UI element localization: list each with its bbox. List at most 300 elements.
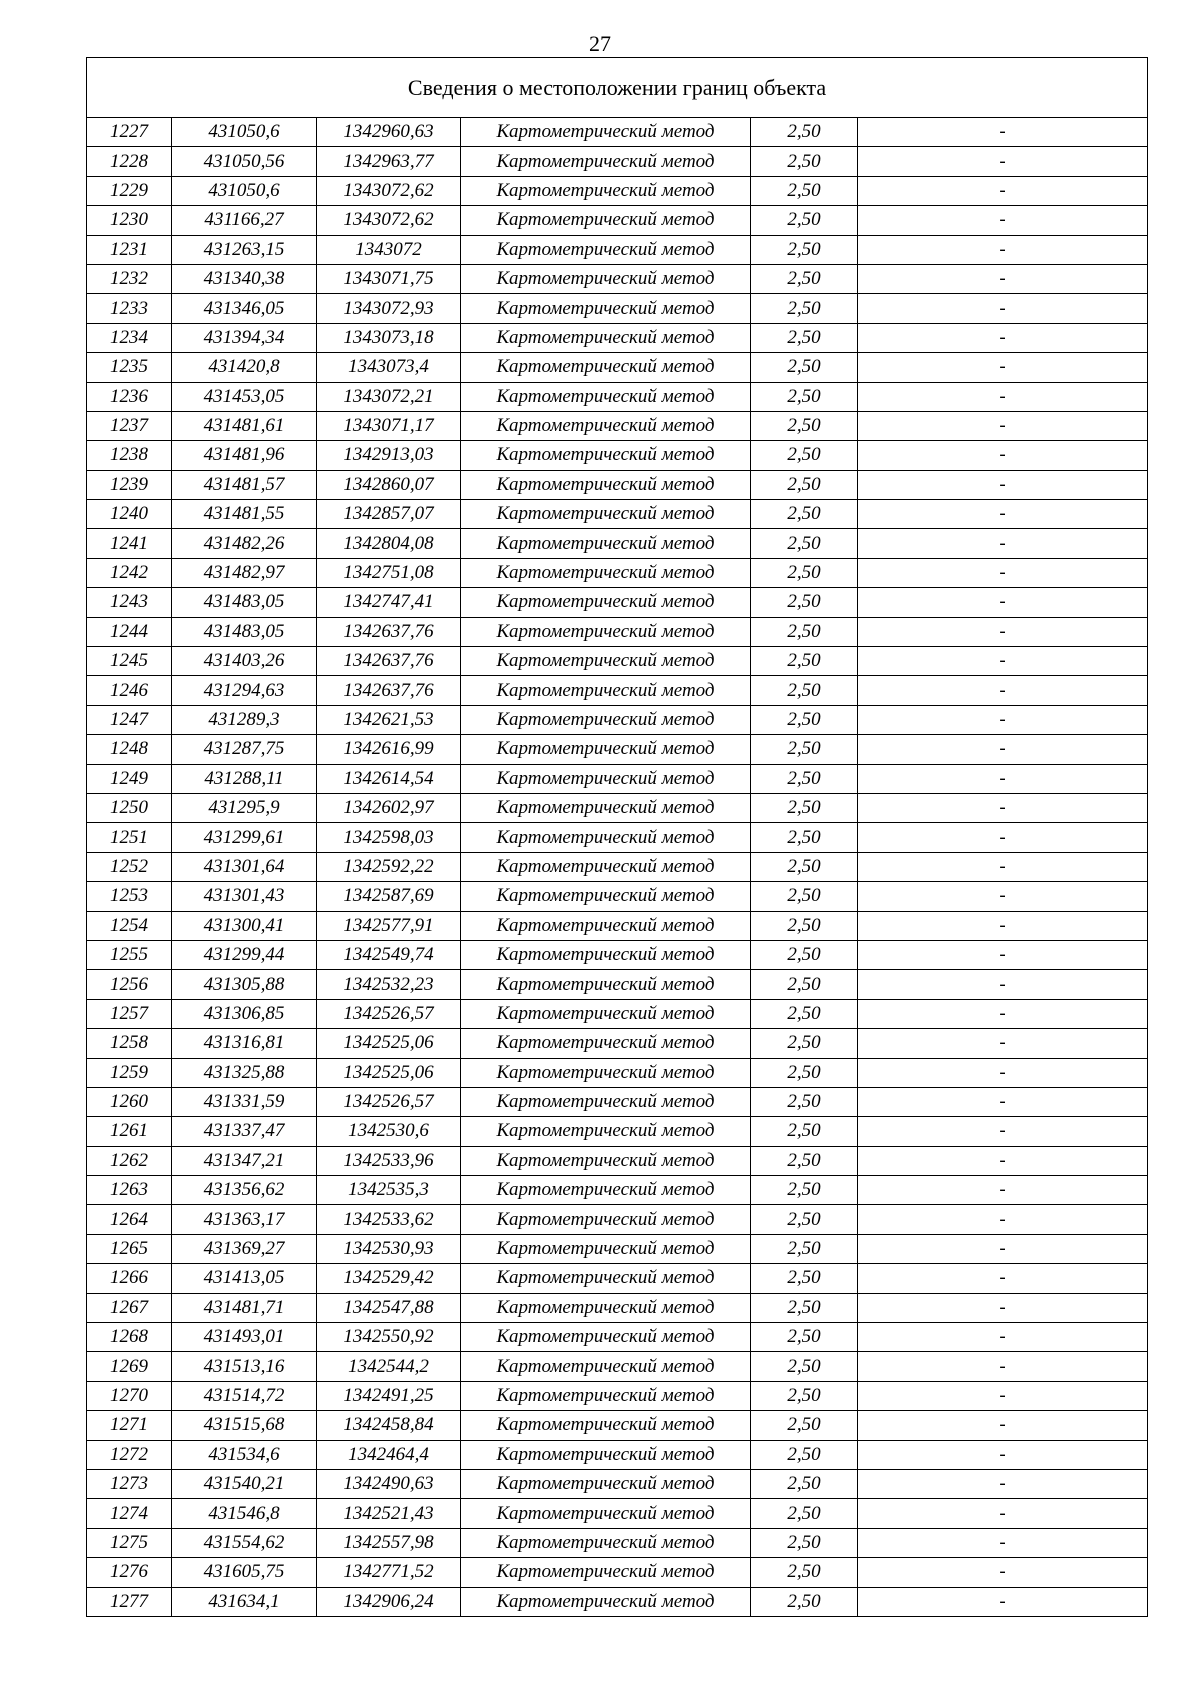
x-coordinate-cell: 431483,05: [172, 588, 317, 617]
description-cell: -: [858, 1176, 1148, 1205]
description-cell: -: [858, 1440, 1148, 1469]
point-number-cell: 1244: [87, 617, 172, 646]
y-coordinate-cell: 1342533,62: [317, 1205, 461, 1234]
method-cell: Картометрический метод: [461, 1411, 751, 1440]
x-coordinate-cell: 431288,11: [172, 764, 317, 793]
method-cell: Картометрический метод: [461, 500, 751, 529]
method-cell: Картометрический метод: [461, 1469, 751, 1498]
point-number-cell: 1235: [87, 353, 172, 382]
x-coordinate-cell: 431050,6: [172, 118, 317, 147]
accuracy-cell: 2,50: [751, 882, 858, 911]
x-coordinate-cell: 431050,56: [172, 147, 317, 176]
table-row: [87, 793, 1148, 822]
x-coordinate-cell: 431050,6: [172, 176, 317, 205]
y-coordinate-cell: 1342544,2: [317, 1352, 461, 1381]
accuracy-cell: 2,50: [751, 1176, 858, 1205]
accuracy-cell: 2,50: [751, 1264, 858, 1293]
point-number-cell: 1256: [87, 970, 172, 999]
point-number-cell: 1229: [87, 176, 172, 205]
y-coordinate-cell: 1342525,06: [317, 1029, 461, 1058]
accuracy-cell: 2,50: [751, 441, 858, 470]
accuracy-cell: 2,50: [751, 1411, 858, 1440]
x-coordinate-cell: 431493,01: [172, 1323, 317, 1352]
y-coordinate-cell: 1343072,21: [317, 382, 461, 411]
accuracy-cell: 2,50: [751, 1469, 858, 1498]
point-number-cell: 1263: [87, 1176, 172, 1205]
description-cell: -: [858, 500, 1148, 529]
point-number-cell: 1266: [87, 1264, 172, 1293]
point-number-cell: 1254: [87, 911, 172, 940]
accuracy-cell: 2,50: [751, 1558, 858, 1587]
table-row: [87, 558, 1148, 587]
point-number-cell: 1238: [87, 441, 172, 470]
y-coordinate-cell: 1342771,52: [317, 1558, 461, 1587]
description-cell: -: [858, 118, 1148, 147]
method-cell: Картометрический метод: [461, 1528, 751, 1557]
y-coordinate-cell: 1342521,43: [317, 1499, 461, 1528]
accuracy-cell: 2,50: [751, 1029, 858, 1058]
table-row: [87, 500, 1148, 529]
x-coordinate-cell: 431369,27: [172, 1234, 317, 1263]
y-coordinate-cell: 1342860,07: [317, 470, 461, 499]
x-coordinate-cell: 431453,05: [172, 382, 317, 411]
y-coordinate-cell: 1342491,25: [317, 1381, 461, 1410]
method-cell: Картометрический метод: [461, 911, 751, 940]
table-row: [87, 1528, 1148, 1557]
accuracy-cell: 2,50: [751, 264, 858, 293]
x-coordinate-cell: 431299,44: [172, 940, 317, 969]
point-number-cell: 1273: [87, 1469, 172, 1498]
method-cell: Картометрический метод: [461, 617, 751, 646]
method-cell: Картометрический метод: [461, 823, 751, 852]
table-body: [87, 118, 1148, 1617]
description-cell: -: [858, 176, 1148, 205]
x-coordinate-cell: 431481,55: [172, 500, 317, 529]
method-cell: Картометрический метод: [461, 1293, 751, 1322]
method-cell: Картометрический метод: [461, 999, 751, 1028]
table-row: [87, 411, 1148, 440]
description-cell: -: [858, 1029, 1148, 1058]
description-cell: -: [858, 558, 1148, 587]
accuracy-cell: 2,50: [751, 647, 858, 676]
x-coordinate-cell: 431413,05: [172, 1264, 317, 1293]
method-cell: Картометрический метод: [461, 882, 751, 911]
table-row: [87, 676, 1148, 705]
table-row: [87, 1352, 1148, 1381]
description-cell: -: [858, 1146, 1148, 1175]
table-row: [87, 470, 1148, 499]
y-coordinate-cell: 1342621,53: [317, 705, 461, 734]
table-row: [87, 911, 1148, 940]
table-row: [87, 705, 1148, 734]
method-cell: Картометрический метод: [461, 676, 751, 705]
x-coordinate-cell: 431513,16: [172, 1352, 317, 1381]
table-row: [87, 235, 1148, 264]
description-cell: -: [858, 1264, 1148, 1293]
table-row: [87, 588, 1148, 617]
table-row: [87, 1029, 1148, 1058]
point-number-cell: 1227: [87, 118, 172, 147]
y-coordinate-cell: 1342549,74: [317, 940, 461, 969]
method-cell: Картометрический метод: [461, 970, 751, 999]
page-number: 27: [589, 31, 611, 56]
x-coordinate-cell: 431305,88: [172, 970, 317, 999]
point-number-cell: 1258: [87, 1029, 172, 1058]
accuracy-cell: 2,50: [751, 235, 858, 264]
x-coordinate-cell: 431403,26: [172, 647, 317, 676]
y-coordinate-cell: 1343072: [317, 235, 461, 264]
accuracy-cell: 2,50: [751, 1058, 858, 1087]
y-coordinate-cell: 1342587,69: [317, 882, 461, 911]
method-cell: Картометрический метод: [461, 1323, 751, 1352]
method-cell: Картометрический метод: [461, 1058, 751, 1087]
accuracy-cell: 2,50: [751, 176, 858, 205]
x-coordinate-cell: 431356,62: [172, 1176, 317, 1205]
table-row: [87, 647, 1148, 676]
description-cell: -: [858, 852, 1148, 881]
y-coordinate-cell: 1343073,4: [317, 353, 461, 382]
description-cell: -: [858, 1587, 1148, 1616]
description-cell: -: [858, 1381, 1148, 1410]
point-number-cell: 1275: [87, 1528, 172, 1557]
method-cell: Картометрический метод: [461, 206, 751, 235]
method-cell: Картометрический метод: [461, 940, 751, 969]
table-row: [87, 1323, 1148, 1352]
method-cell: Картометрический метод: [461, 1205, 751, 1234]
method-cell: Картометрический метод: [461, 1029, 751, 1058]
table-row: [87, 1440, 1148, 1469]
description-cell: -: [858, 823, 1148, 852]
table-row: [87, 294, 1148, 323]
table-row: [87, 382, 1148, 411]
x-coordinate-cell: 431300,41: [172, 911, 317, 940]
x-coordinate-cell: 431325,88: [172, 1058, 317, 1087]
table-row: [87, 264, 1148, 293]
point-number-cell: 1271: [87, 1411, 172, 1440]
x-coordinate-cell: 431346,05: [172, 294, 317, 323]
accuracy-cell: 2,50: [751, 411, 858, 440]
point-number-cell: 1252: [87, 852, 172, 881]
method-cell: Картометрический метод: [461, 1117, 751, 1146]
x-coordinate-cell: 431331,59: [172, 1087, 317, 1116]
x-coordinate-cell: 431554,62: [172, 1528, 317, 1557]
description-cell: -: [858, 676, 1148, 705]
method-cell: Картометрический метод: [461, 1146, 751, 1175]
accuracy-cell: 2,50: [751, 764, 858, 793]
table-row: [87, 1087, 1148, 1116]
point-number-cell: 1239: [87, 470, 172, 499]
table-row: [87, 118, 1148, 147]
x-coordinate-cell: 431289,3: [172, 705, 317, 734]
point-number-cell: 1276: [87, 1558, 172, 1587]
description-cell: -: [858, 235, 1148, 264]
table-row: [87, 1558, 1148, 1587]
table-row: [87, 882, 1148, 911]
y-coordinate-cell: 1342532,23: [317, 970, 461, 999]
table-header-row: [87, 58, 1148, 118]
table-title: Сведения о местоположении границ объекта: [87, 58, 1148, 118]
y-coordinate-cell: 1342747,41: [317, 588, 461, 617]
accuracy-cell: 2,50: [751, 793, 858, 822]
point-number-cell: 1240: [87, 500, 172, 529]
y-coordinate-cell: 1342529,42: [317, 1264, 461, 1293]
description-cell: -: [858, 264, 1148, 293]
accuracy-cell: 2,50: [751, 118, 858, 147]
y-coordinate-cell: 1342614,54: [317, 764, 461, 793]
point-number-cell: 1249: [87, 764, 172, 793]
description-cell: -: [858, 441, 1148, 470]
accuracy-cell: 2,50: [751, 676, 858, 705]
accuracy-cell: 2,50: [751, 206, 858, 235]
method-cell: Картометрический метод: [461, 764, 751, 793]
method-cell: Картометрический метод: [461, 558, 751, 587]
table-row: [87, 999, 1148, 1028]
accuracy-cell: 2,50: [751, 382, 858, 411]
method-cell: Картометрический метод: [461, 411, 751, 440]
table-row: [87, 353, 1148, 382]
method-cell: Картометрический метод: [461, 235, 751, 264]
method-cell: Картометрический метод: [461, 647, 751, 676]
point-number-cell: 1228: [87, 147, 172, 176]
description-cell: -: [858, 647, 1148, 676]
method-cell: Картометрический метод: [461, 118, 751, 147]
description-cell: -: [858, 1323, 1148, 1352]
y-coordinate-cell: 1342547,88: [317, 1293, 461, 1322]
point-number-cell: 1242: [87, 558, 172, 587]
description-cell: -: [858, 1205, 1148, 1234]
table-row: [87, 1058, 1148, 1087]
y-coordinate-cell: 1342804,08: [317, 529, 461, 558]
description-cell: -: [858, 470, 1148, 499]
accuracy-cell: 2,50: [751, 1087, 858, 1116]
description-cell: -: [858, 529, 1148, 558]
method-cell: Картометрический метод: [461, 382, 751, 411]
y-coordinate-cell: 1342913,03: [317, 441, 461, 470]
y-coordinate-cell: 1342637,76: [317, 676, 461, 705]
point-number-cell: 1233: [87, 294, 172, 323]
y-coordinate-cell: 1342577,91: [317, 911, 461, 940]
accuracy-cell: 2,50: [751, 705, 858, 734]
x-coordinate-cell: 431316,81: [172, 1029, 317, 1058]
y-coordinate-cell: 1342963,77: [317, 147, 461, 176]
point-number-cell: 1262: [87, 1146, 172, 1175]
accuracy-cell: 2,50: [751, 1293, 858, 1322]
method-cell: Картометрический метод: [461, 147, 751, 176]
x-coordinate-cell: 431540,21: [172, 1469, 317, 1498]
point-number-cell: 1245: [87, 647, 172, 676]
accuracy-cell: 2,50: [751, 1117, 858, 1146]
accuracy-cell: 2,50: [751, 1440, 858, 1469]
table-row: [87, 1234, 1148, 1263]
description-cell: -: [858, 735, 1148, 764]
table-row: [87, 1293, 1148, 1322]
point-number-cell: 1270: [87, 1381, 172, 1410]
y-coordinate-cell: 1342751,08: [317, 558, 461, 587]
table-row: [87, 1205, 1148, 1234]
description-cell: -: [858, 294, 1148, 323]
point-number-cell: 1260: [87, 1087, 172, 1116]
x-coordinate-cell: 431299,61: [172, 823, 317, 852]
x-coordinate-cell: 431295,9: [172, 793, 317, 822]
description-cell: -: [858, 911, 1148, 940]
y-coordinate-cell: 1342906,24: [317, 1587, 461, 1616]
y-coordinate-cell: 1342526,57: [317, 999, 461, 1028]
method-cell: Картометрический метод: [461, 1440, 751, 1469]
table-row: [87, 940, 1148, 969]
x-coordinate-cell: 431634,1: [172, 1587, 317, 1616]
table-row: [87, 206, 1148, 235]
description-cell: -: [858, 793, 1148, 822]
method-cell: Картометрический метод: [461, 529, 751, 558]
description-cell: -: [858, 206, 1148, 235]
table-row: [87, 970, 1148, 999]
x-coordinate-cell: 431482,26: [172, 529, 317, 558]
y-coordinate-cell: 1342530,6: [317, 1117, 461, 1146]
method-cell: Картометрический метод: [461, 470, 751, 499]
description-cell: -: [858, 1087, 1148, 1116]
description-cell: -: [858, 588, 1148, 617]
point-number-cell: 1251: [87, 823, 172, 852]
point-number-cell: 1237: [87, 411, 172, 440]
x-coordinate-cell: 431481,71: [172, 1293, 317, 1322]
y-coordinate-cell: 1343072,62: [317, 206, 461, 235]
point-number-cell: 1243: [87, 588, 172, 617]
x-coordinate-cell: 431347,21: [172, 1146, 317, 1175]
description-cell: -: [858, 882, 1148, 911]
x-coordinate-cell: 431394,34: [172, 323, 317, 352]
method-cell: Картометрический метод: [461, 294, 751, 323]
table-row: [87, 441, 1148, 470]
point-number-cell: 1267: [87, 1293, 172, 1322]
accuracy-cell: 2,50: [751, 1381, 858, 1410]
table-row: [87, 323, 1148, 352]
x-coordinate-cell: 431483,05: [172, 617, 317, 646]
method-cell: Картометрический метод: [461, 1176, 751, 1205]
x-coordinate-cell: 431514,72: [172, 1381, 317, 1410]
method-cell: Картометрический метод: [461, 1558, 751, 1587]
x-coordinate-cell: 431515,68: [172, 1411, 317, 1440]
point-number-cell: 1255: [87, 940, 172, 969]
table-row: [87, 1146, 1148, 1175]
description-cell: -: [858, 1469, 1148, 1498]
y-coordinate-cell: 1342960,63: [317, 118, 461, 147]
accuracy-cell: 2,50: [751, 1352, 858, 1381]
table-row: [87, 529, 1148, 558]
accuracy-cell: 2,50: [751, 1528, 858, 1557]
y-coordinate-cell: 1342526,57: [317, 1087, 461, 1116]
method-cell: Картометрический метод: [461, 1352, 751, 1381]
description-cell: -: [858, 617, 1148, 646]
description-cell: -: [858, 323, 1148, 352]
method-cell: Картометрический метод: [461, 793, 751, 822]
accuracy-cell: 2,50: [751, 529, 858, 558]
x-coordinate-cell: 431605,75: [172, 1558, 317, 1587]
y-coordinate-cell: 1342458,84: [317, 1411, 461, 1440]
x-coordinate-cell: 431482,97: [172, 558, 317, 587]
point-number-cell: 1234: [87, 323, 172, 352]
y-coordinate-cell: 1343072,93: [317, 294, 461, 323]
accuracy-cell: 2,50: [751, 1323, 858, 1352]
method-cell: Картометрический метод: [461, 1381, 751, 1410]
accuracy-cell: 2,50: [751, 558, 858, 587]
accuracy-cell: 2,50: [751, 1499, 858, 1528]
x-coordinate-cell: 431546,8: [172, 1499, 317, 1528]
method-cell: Картометрический метод: [461, 353, 751, 382]
accuracy-cell: 2,50: [751, 500, 858, 529]
method-cell: Картометрический метод: [461, 588, 751, 617]
boundary-coordinates-table: [86, 57, 1148, 1617]
description-cell: -: [858, 1528, 1148, 1557]
method-cell: Картометрический метод: [461, 852, 751, 881]
y-coordinate-cell: 1342535,3: [317, 1176, 461, 1205]
description-cell: -: [858, 382, 1148, 411]
y-coordinate-cell: 1342464,4: [317, 1440, 461, 1469]
y-coordinate-cell: 1343071,17: [317, 411, 461, 440]
y-coordinate-cell: 1342525,06: [317, 1058, 461, 1087]
x-coordinate-cell: 431481,61: [172, 411, 317, 440]
method-cell: Картометрический метод: [461, 735, 751, 764]
accuracy-cell: 2,50: [751, 970, 858, 999]
point-number-cell: 1264: [87, 1205, 172, 1234]
table-row: [87, 823, 1148, 852]
y-coordinate-cell: 1342550,92: [317, 1323, 461, 1352]
method-cell: Картометрический метод: [461, 1264, 751, 1293]
method-cell: Картометрический метод: [461, 1087, 751, 1116]
description-cell: -: [858, 705, 1148, 734]
table-row: [87, 1469, 1148, 1498]
x-coordinate-cell: 431287,75: [172, 735, 317, 764]
table-row: [87, 1264, 1148, 1293]
point-number-cell: 1241: [87, 529, 172, 558]
description-cell: -: [858, 1234, 1148, 1263]
accuracy-cell: 2,50: [751, 1146, 858, 1175]
method-cell: Картометрический метод: [461, 1499, 751, 1528]
y-coordinate-cell: 1343071,75: [317, 264, 461, 293]
point-number-cell: 1274: [87, 1499, 172, 1528]
method-cell: Картометрический метод: [461, 176, 751, 205]
table-row: [87, 1176, 1148, 1205]
point-number-cell: 1231: [87, 235, 172, 264]
x-coordinate-cell: 431481,96: [172, 441, 317, 470]
point-number-cell: 1277: [87, 1587, 172, 1616]
description-cell: -: [858, 1058, 1148, 1087]
point-number-cell: 1236: [87, 382, 172, 411]
description-cell: -: [858, 411, 1148, 440]
point-number-cell: 1268: [87, 1323, 172, 1352]
accuracy-cell: 2,50: [751, 147, 858, 176]
y-coordinate-cell: 1342557,98: [317, 1528, 461, 1557]
accuracy-cell: 2,50: [751, 735, 858, 764]
table-row: [87, 1587, 1148, 1616]
point-number-cell: 1269: [87, 1352, 172, 1381]
description-cell: -: [858, 1352, 1148, 1381]
y-coordinate-cell: 1342637,76: [317, 617, 461, 646]
point-number-cell: 1265: [87, 1234, 172, 1263]
accuracy-cell: 2,50: [751, 911, 858, 940]
description-cell: -: [858, 940, 1148, 969]
method-cell: Картометрический метод: [461, 705, 751, 734]
method-cell: Картометрический метод: [461, 441, 751, 470]
accuracy-cell: 2,50: [751, 353, 858, 382]
point-number-cell: 1248: [87, 735, 172, 764]
accuracy-cell: 2,50: [751, 323, 858, 352]
y-coordinate-cell: 1342598,03: [317, 823, 461, 852]
table-row: [87, 764, 1148, 793]
description-cell: -: [858, 970, 1148, 999]
accuracy-cell: 2,50: [751, 1205, 858, 1234]
table-row: [87, 147, 1148, 176]
description-cell: -: [858, 764, 1148, 793]
